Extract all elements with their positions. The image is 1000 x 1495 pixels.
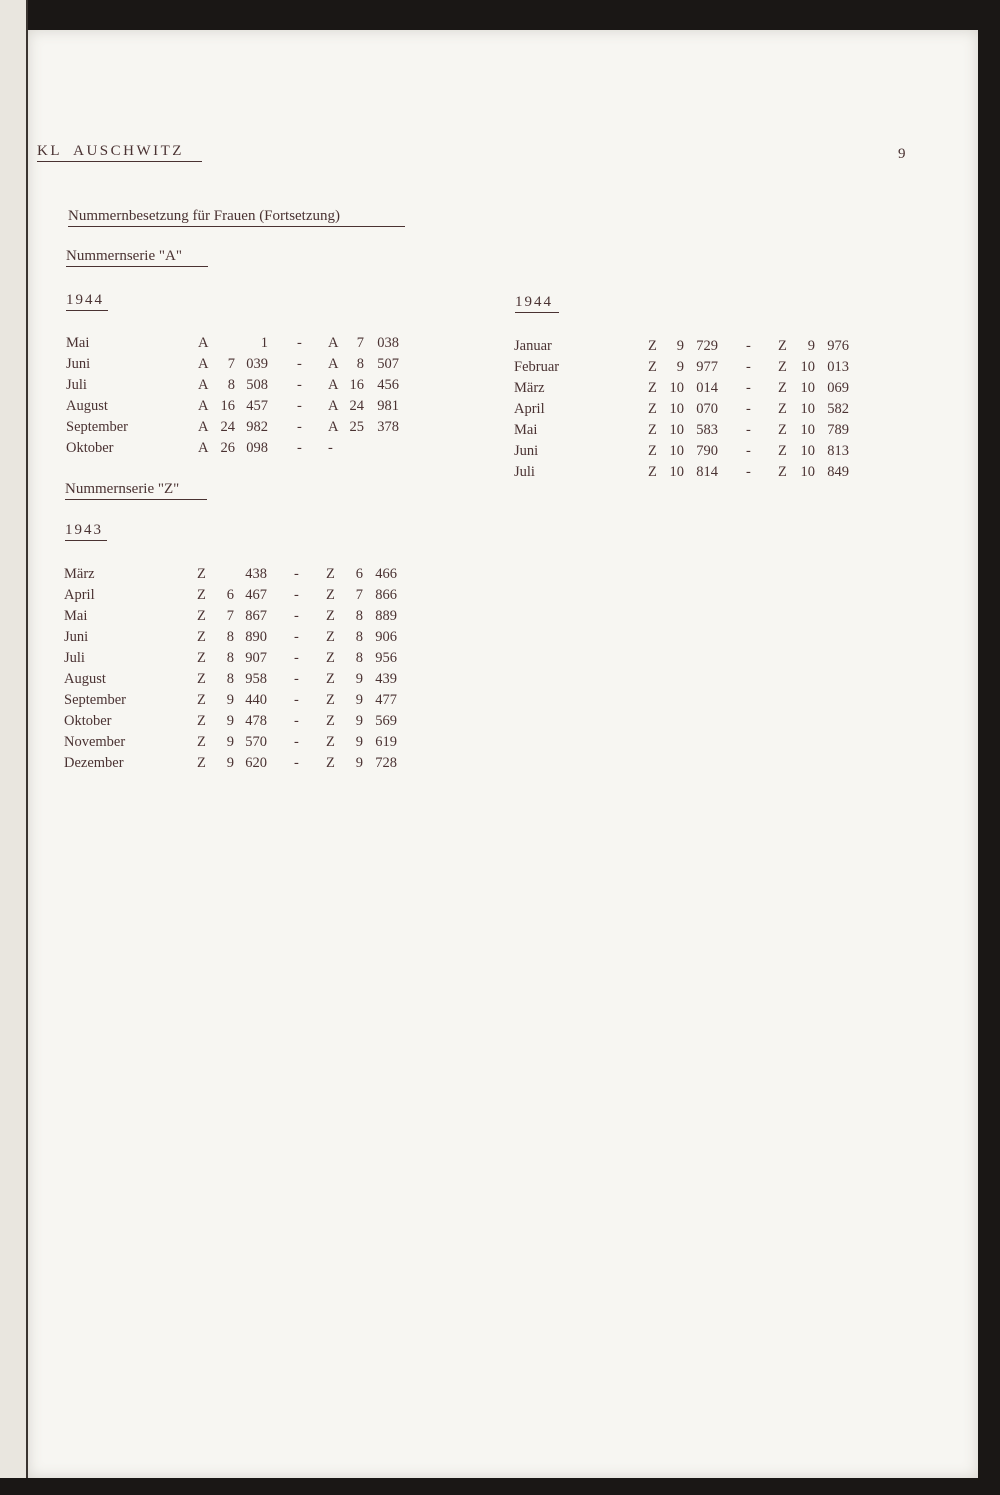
number-end-units-cell: 569 [375,713,397,729]
number-start-units-cell: 890 [245,629,267,645]
number-end-thousands-cell: 6 [355,566,363,582]
number-start-units-cell: 958 [245,671,267,687]
number-end-thousands-cell: 8 [355,608,363,624]
prefix-start-cell: A [198,377,209,393]
number-end-units-cell: 439 [375,671,397,687]
series-z-year: 1943 [65,522,107,541]
prefix-start-cell: Z [648,338,657,354]
prefix-start-cell: Z [648,464,657,480]
number-end-units-cell: 456 [377,377,399,393]
number-start-thousands-cell: 10 [669,380,684,396]
month-cell: April [514,401,545,417]
table-row [64,627,414,647]
table-row [514,378,864,398]
number-end-thousands-cell: 9 [807,338,815,354]
number-start-thousands-cell: 8 [226,650,234,666]
number-start-units-cell: 478 [245,713,267,729]
prefix-start-cell: Z [648,401,657,417]
prefix-start-cell: Z [197,671,206,687]
table-row [64,606,414,626]
range-dash-cell: - [746,380,751,396]
number-start-thousands-cell: 16 [220,398,235,414]
month-cell: Oktober [66,440,114,456]
range-dash-cell: - [746,338,751,354]
number-start-thousands-cell: 9 [226,734,234,750]
range-dash-cell: - [294,587,299,603]
number-start-thousands-cell: 10 [669,464,684,480]
number-end-units-cell: 378 [377,419,399,435]
month-cell: Mai [64,608,88,624]
range-dash-cell: - [746,359,751,375]
number-start-units-cell: 014 [696,380,718,396]
number-start-units-cell: 570 [245,734,267,750]
table-row [514,336,864,356]
range-dash-cell: - [297,377,302,393]
range-dash-cell: - [294,608,299,624]
range-dash-cell: - [297,419,302,435]
prefix-start-cell: A [198,440,209,456]
number-end-units-cell: 889 [375,608,397,624]
number-end-thousands-cell: 9 [355,713,363,729]
number-start-units-cell: 729 [696,338,718,354]
number-start-units-cell: 977 [696,359,718,375]
number-end-thousands-cell: 9 [355,671,363,687]
month-cell: Juli [64,650,85,666]
number-start-units-cell: 982 [246,419,268,435]
number-start-thousands-cell: 26 [220,440,235,456]
number-start-units-cell: 039 [246,356,268,372]
prefix-start-cell: Z [648,380,657,396]
range-dash-cell: - [294,692,299,708]
table-row [66,396,416,416]
range-dash-cell: - [294,755,299,771]
number-end-thousands-cell: 10 [800,443,815,459]
series-a-heading: Nummernserie "A" [66,248,208,267]
table-row [64,648,414,668]
number-end-thousands-cell: 10 [800,401,815,417]
number-end-thousands-cell: 7 [355,587,363,603]
number-start-units-cell: 583 [696,422,718,438]
number-end-units-cell: 813 [827,443,849,459]
table-row [64,711,414,731]
range-dash-cell: - [746,422,751,438]
series-z-1944-table [514,336,864,486]
prefix-end-cell: A [328,377,339,393]
prefix-end-cell: Z [778,443,787,459]
prefix-end-cell: Z [326,650,335,666]
table-row [514,420,864,440]
range-dash-cell: - [297,398,302,414]
series-z-1943-table [64,564,414,779]
series-a-year: 1944 [66,292,108,311]
number-start-units-cell: 508 [246,377,268,393]
number-start-units-cell: 814 [696,464,718,480]
month-cell: Dezember [64,755,124,771]
range-dash-cell: - [746,401,751,417]
prefix-start-cell: Z [197,587,206,603]
number-start-units-cell: 790 [696,443,718,459]
table-row [64,753,414,773]
month-cell: März [64,566,95,582]
range-dash-cell: - [294,734,299,750]
prefix-end-cell: A [328,398,339,414]
month-cell: September [66,419,129,435]
prefix-end-cell: Z [326,692,335,708]
number-end-units-cell: 849 [827,464,849,480]
number-end-thousands-cell: 25 [349,419,364,435]
number-start-units-cell: 440 [245,692,267,708]
number-start-units-cell: 1 [260,335,268,351]
number-start-thousands-cell: 8 [226,671,234,687]
month-cell: Januar [514,338,552,354]
number-start-units-cell: 867 [245,608,267,624]
range-dash-cell: - [294,671,299,687]
series-z-1944-year: 1944 [515,294,559,313]
number-start-units-cell: 098 [246,440,268,456]
month-cell: Juni [66,356,91,372]
prefix-start-cell: Z [197,608,206,624]
number-start-thousands-cell: 10 [669,422,684,438]
number-end-units-cell: 013 [827,359,849,375]
prefix-start-cell: Z [197,734,206,750]
month-cell: September [64,692,127,708]
number-end-units-cell: 789 [827,422,849,438]
prefix-end-cell: Z [778,464,787,480]
month-cell: November [64,734,126,750]
range-dash-cell: - [294,566,299,582]
prefix-start-cell: Z [197,755,206,771]
table-row [66,375,416,395]
prefix-end-cell: Z [326,629,335,645]
table-row [66,333,416,353]
prefix-end-cell: Z [326,671,335,687]
number-start-thousands-cell: 8 [227,377,235,393]
month-cell: Juni [64,629,89,645]
prefix-end-cell: Z [326,608,335,624]
prefix-end-cell: A [328,356,339,372]
number-end-thousands-cell: 9 [355,755,363,771]
number-end-thousands-cell: 8 [355,650,363,666]
table-row [66,438,416,458]
number-end-thousands-cell: 10 [800,464,815,480]
prefix-end-cell: Z [326,587,335,603]
number-end-units-cell: 981 [377,398,399,414]
month-cell: Juli [66,377,87,393]
table-row [514,441,864,461]
number-end-thousands-cell: 10 [800,422,815,438]
prefix-start-cell: Z [197,629,206,645]
number-end-thousands-cell: 24 [349,398,364,414]
number-start-thousands-cell: 7 [227,356,235,372]
prefix-start-cell: A [198,356,209,372]
range-dash-cell: - [746,464,751,480]
number-start-thousands-cell: 9 [676,359,684,375]
number-end-units-cell: 619 [375,734,397,750]
prefix-end-cell: Z [326,566,335,582]
table-row [514,462,864,482]
prefix-start-cell: Z [197,566,206,582]
range-dash-cell: - [297,440,302,456]
table-row [64,669,414,689]
prefix-start-cell: A [198,398,209,414]
number-end-units-cell: 038 [377,335,399,351]
number-end-thousands-cell: 8 [355,629,363,645]
range-dash-cell: - [294,650,299,666]
prefix-start-cell: Z [197,692,206,708]
number-start-thousands-cell: 7 [226,608,234,624]
month-cell: Februar [514,359,560,375]
number-end-thousands-cell: 9 [355,734,363,750]
number-end-units-cell: 477 [375,692,397,708]
prefix-end-cell: Z [326,755,335,771]
prefix-end-cell: Z [778,401,787,417]
prefix-end-cell: Z [326,713,335,729]
range-dash-cell: - [297,356,302,372]
range-dash-cell: - [746,443,751,459]
number-end-units-cell: 956 [375,650,397,666]
adjacent-page-edge [0,0,28,1495]
number-end-units-cell: 466 [375,566,397,582]
page-number: 9 [898,146,906,162]
prefix-start-cell: Z [648,359,657,375]
number-end-thousands-cell: 8 [356,356,364,372]
range-dash-cell: - [294,629,299,645]
prefix-start-cell: Z [648,422,657,438]
table-row [66,354,416,374]
number-start-thousands-cell: 24 [220,419,235,435]
scan-border [0,1478,1000,1495]
prefix-start-cell: Z [648,443,657,459]
number-start-thousands-cell: 9 [226,755,234,771]
month-cell: Juni [514,443,539,459]
prefix-start-cell: A [198,335,209,351]
table-row [66,417,416,437]
number-end-units-cell: 728 [375,755,397,771]
month-cell: Oktober [64,713,112,729]
number-end-thousands-cell: 7 [356,335,364,351]
table-row [514,399,864,419]
number-start-units-cell: 457 [246,398,268,414]
number-end-thousands-cell: 10 [800,359,815,375]
number-end-units-cell: 069 [827,380,849,396]
number-start-thousands-cell: 6 [226,587,234,603]
prefix-end-cell: - [328,440,333,456]
page-header-title: KL AUSCHWITZ [37,143,202,162]
prefix-end-cell: Z [778,380,787,396]
number-start-units-cell: 620 [245,755,267,771]
number-start-thousands-cell: 9 [226,713,234,729]
prefix-start-cell: Z [197,650,206,666]
number-start-thousands-cell: 9 [226,692,234,708]
table-row [64,732,414,752]
month-cell: Mai [66,335,90,351]
table-row [514,357,864,377]
range-dash-cell: - [294,713,299,729]
prefix-end-cell: Z [778,422,787,438]
series-z-heading: Nummernserie "Z" [65,481,207,500]
prefix-start-cell: Z [197,713,206,729]
number-end-thousands-cell: 10 [800,380,815,396]
section-heading: Nummernbesetzung für Frauen (Fortsetzung) [68,208,405,227]
range-dash-cell: - [297,335,302,351]
number-end-units-cell: 976 [827,338,849,354]
month-cell: März [514,380,545,396]
prefix-end-cell: A [328,419,339,435]
series-a-table [66,333,416,463]
month-cell: August [66,398,108,414]
table-row [64,585,414,605]
prefix-end-cell: Z [326,734,335,750]
prefix-end-cell: Z [778,359,787,375]
number-start-units-cell: 907 [245,650,267,666]
number-end-units-cell: 507 [377,356,399,372]
month-cell: Juli [514,464,535,480]
number-end-thousands-cell: 16 [349,377,364,393]
number-start-units-cell: 438 [245,566,267,582]
number-start-thousands-cell: 8 [226,629,234,645]
table-row [64,564,414,584]
month-cell: Mai [514,422,538,438]
prefix-start-cell: A [198,419,209,435]
number-end-units-cell: 866 [375,587,397,603]
prefix-end-cell: Z [778,338,787,354]
prefix-end-cell: A [328,335,339,351]
number-start-units-cell: 467 [245,587,267,603]
number-end-units-cell: 906 [375,629,397,645]
number-end-units-cell: 582 [827,401,849,417]
month-cell: August [64,671,106,687]
number-end-thousands-cell: 9 [355,692,363,708]
number-start-thousands-cell: 9 [676,338,684,354]
number-start-units-cell: 070 [696,401,718,417]
number-start-thousands-cell: 10 [669,443,684,459]
table-row [64,690,414,710]
month-cell: April [64,587,95,603]
number-start-thousands-cell: 10 [669,401,684,417]
